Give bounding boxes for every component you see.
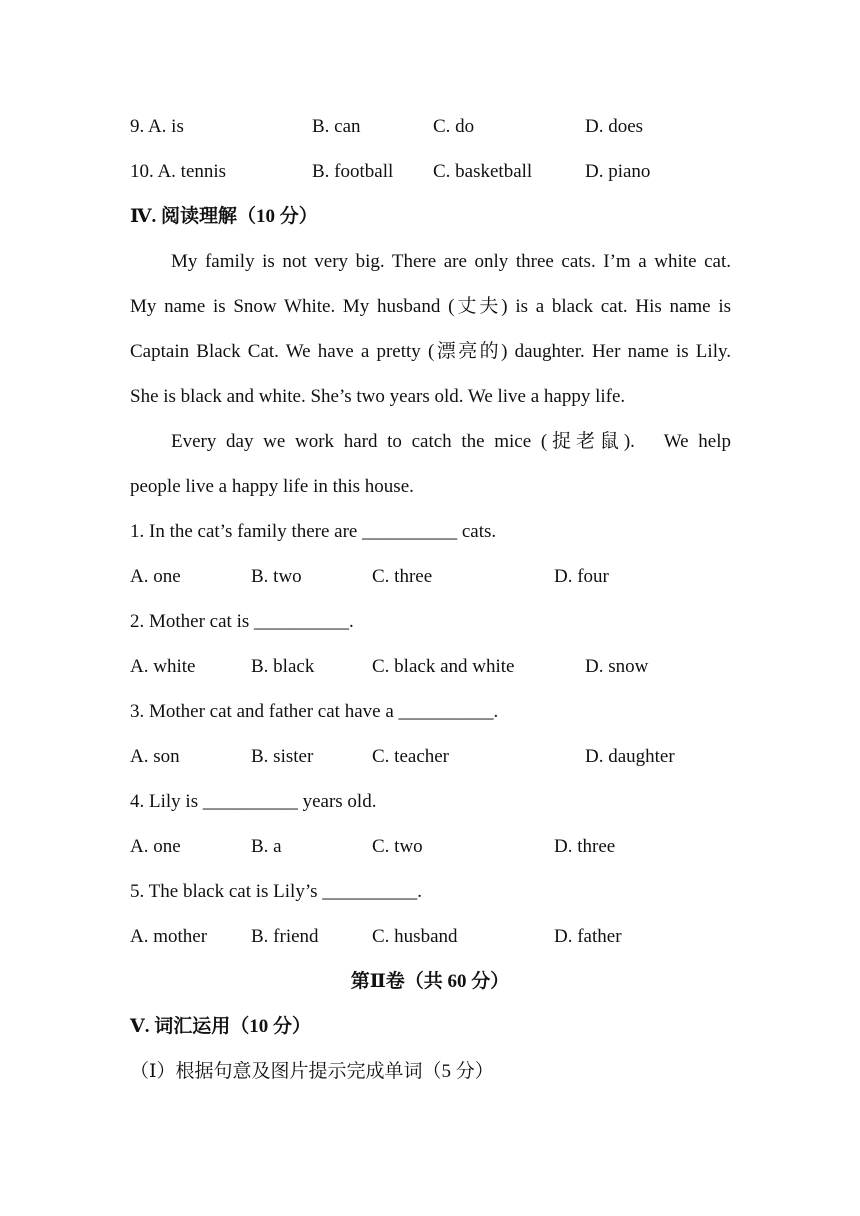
question-3-option-b: B. sister [251,746,314,767]
question-stem-2: 2. Mother cat is __________. [130,611,354,632]
question-stem-5: 5. The black cat is Lily’s __________. [130,881,422,902]
option-row-10 [130,160,226,184]
question-3-option-a: A. son [130,746,180,767]
passage-line: Captain Black Cat. We have a pretty (漂亮的) daughter. Her name is Lily. [130,341,731,362]
question-1-option-c: C. three [372,566,433,587]
question-2-option-d: D. snow [585,656,649,677]
question-stem-1: 1. In the cat’s family there are __________ cats. [130,521,497,542]
question-2-option-b: B. black [251,656,315,677]
question-4-option-d: D. three [554,836,616,857]
question-5-option-b: B. friend [251,926,319,947]
question-1-option-a: A. one [130,566,181,587]
question-9-option-a: 9. A. is [130,116,184,137]
question-5-option-a: A. mother [130,926,208,947]
part-title: 第Ⅱ卷（共 60 分） [350,971,510,992]
section-heading-reading: Ⅳ. 阅读理解（10 分） [130,206,318,227]
question-9-option-c: C. do [433,116,475,137]
passage-line: people live a happy life in this house. [130,476,414,497]
question-9-option-d: D. does [585,116,644,137]
question-2-option-a: A. white [130,656,196,677]
passage-line: My family is not very big. There are only three cats. I’m a white cat. [171,251,731,272]
passage-line: My name is Snow White. My husband (丈夫) is a black cat. His name is [130,296,731,317]
question-10-option-a: 10. A. tennis [130,161,227,182]
question-4-option-a: A. one [130,836,181,857]
question-5-option-c: C. husband [372,926,458,947]
question-5-option-d: D. father [554,926,622,947]
question-2-option-c: C. black and white [372,656,515,677]
question-10-option-d: D. piano [585,161,651,182]
question-10-option-c: C. basketball [433,161,533,182]
passage-line: Every day we work hard to catch the mice (捉老鼠). We help [171,431,731,452]
question-stem-3: 3. Mother cat and father cat have a __________. [130,701,499,722]
section-heading-vocabulary: Ⅴ. 词汇运用（10 分） [130,1016,311,1037]
question-4-option-b: B. a [251,836,282,857]
question-9-option-b: B. can [312,116,361,137]
question-stem-4: 4. Lily is __________ years old. [130,791,377,812]
question-1-option-b: B. two [251,566,302,587]
question-10-option-b: B. football [312,161,394,182]
question-3-option-c: C. teacher [372,746,450,767]
question-4-option-c: C. two [372,836,423,857]
question-3-option-d: D. daughter [585,746,675,767]
subsection-heading: （Ⅰ）根据句意及图片提示完成单词（5 分） [130,1061,494,1082]
passage-line: She is black and white. She’s two years old. We live a happy life. [130,386,626,407]
option-row-9 [130,115,184,139]
question-1-option-d: D. four [554,566,609,587]
